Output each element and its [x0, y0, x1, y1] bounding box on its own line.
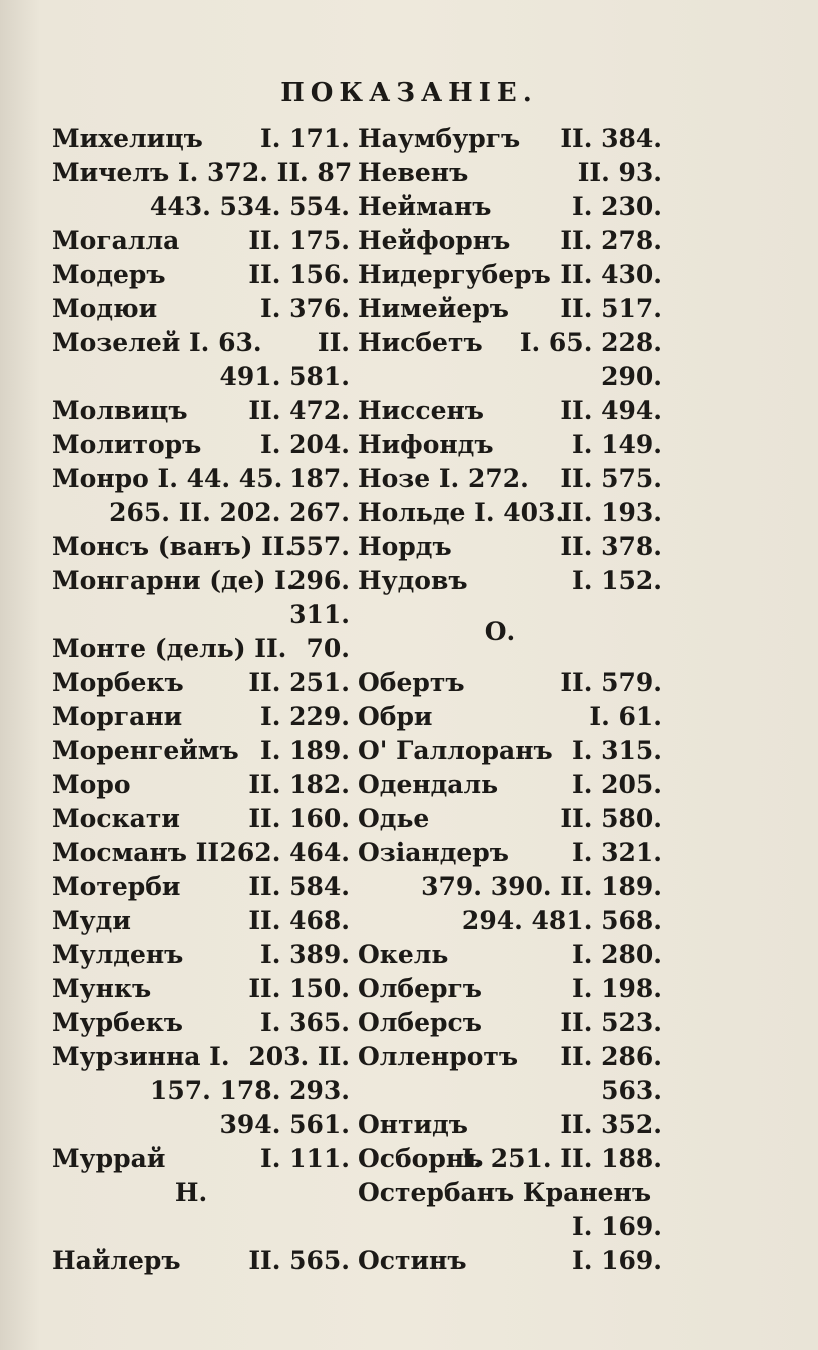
entry-name: Нейманъ — [358, 192, 492, 221]
entry-pages: I. 204. — [260, 430, 350, 459]
entry-name: Муди — [52, 906, 131, 935]
index-entry — [358, 1108, 662, 1142]
index-entry — [52, 1176, 350, 1210]
entry-pages: 265. II. 202. 267. — [109, 498, 350, 527]
entry-pages: II. 494. — [560, 396, 662, 425]
entry-pages: I. 229. — [260, 702, 350, 731]
entry-pages: II. 565. — [248, 1246, 350, 1275]
entry-name: Обертъ — [358, 668, 465, 697]
entry-pages: II. 286. — [560, 1042, 662, 1071]
entry-name: Одендаль — [358, 770, 499, 799]
entry-pages: 294. 481. 568. — [461, 906, 662, 935]
index-entry — [52, 1108, 350, 1142]
index-entry — [358, 1006, 662, 1040]
index-entry — [358, 1176, 662, 1210]
entry-pages: II. 278. — [560, 226, 662, 255]
entry-pages: II. 251. — [248, 668, 350, 697]
entry-pages: I. 315. — [572, 736, 662, 765]
index-entry — [358, 326, 662, 360]
entry-pages: 203. II. — [248, 1042, 350, 1071]
entry-name: Обри — [358, 702, 433, 731]
entry-pages: II. — [317, 328, 350, 357]
index-entry — [52, 190, 350, 224]
index-entry — [52, 700, 350, 734]
entry-pages: 379. 390. II. 189. — [421, 872, 662, 901]
index-entry — [52, 904, 350, 938]
entry-name: Остербанъ Краненъ — [358, 1178, 652, 1207]
index-entry — [358, 564, 662, 598]
index-entry — [358, 632, 662, 666]
entry-pages: I. 111. — [260, 1144, 350, 1173]
entry-name: Монро I. 44. 45. — [52, 464, 283, 493]
page-title: ПОКАЗАНІЕ. — [280, 78, 538, 108]
entry-pages: 157. 178. 293. — [149, 1076, 350, 1105]
entry-name: Наумбургъ — [358, 124, 521, 153]
entry-name: Нифондъ — [358, 430, 494, 459]
entry-name: Нимейеръ — [358, 294, 509, 323]
entry-pages: I. 389. — [260, 940, 350, 969]
entry-name: Олбергъ — [358, 974, 482, 1003]
index-entry — [358, 258, 662, 292]
index-entry — [358, 1142, 662, 1176]
entry-pages: II. 575. — [560, 464, 662, 493]
entry-pages: I. 280. — [572, 940, 662, 969]
index-entry — [52, 1142, 350, 1176]
index-entry — [358, 1074, 662, 1108]
entry-name: Одье — [358, 804, 430, 833]
entry-name: Модеръ — [52, 260, 166, 289]
index-entry — [358, 360, 662, 394]
entry-name: Олленротъ — [358, 1042, 519, 1071]
entry-pages: 262. 464. — [219, 838, 350, 867]
entry-pages: II. 352. — [560, 1110, 662, 1139]
entry-pages: I. 365. — [260, 1008, 350, 1037]
index-entry — [358, 904, 662, 938]
index-entry — [358, 190, 662, 224]
entry-pages: II. 160. — [248, 804, 350, 833]
index-entry — [52, 326, 350, 360]
index-entry — [52, 972, 350, 1006]
index-entry — [52, 870, 350, 904]
index-entry — [358, 292, 662, 326]
entry-pages: 443. 534. 554. — [149, 192, 350, 221]
entry-name: Москати — [52, 804, 180, 833]
index-entry — [358, 666, 662, 700]
entry-pages: I. 152. — [572, 566, 662, 595]
entry-pages: 187. — [289, 464, 350, 493]
index-entry — [358, 870, 662, 904]
index-entry — [52, 564, 350, 598]
entry-name: Моренгеймъ — [52, 736, 239, 765]
entry-pages: I. 169. — [572, 1246, 662, 1275]
entry-name: Осборнъ — [358, 1144, 484, 1173]
entry-pages: I. 321. — [572, 838, 662, 867]
entry-pages: II. 175. — [248, 226, 350, 255]
entry-pages: II. 584. — [248, 872, 350, 901]
index-entry — [52, 496, 350, 530]
entry-name: Остинъ — [358, 1246, 467, 1275]
index-entry — [52, 530, 350, 564]
entry-name: Монсъ (ванъ) II. — [52, 532, 294, 561]
index-entry — [358, 1040, 662, 1074]
entry-name: Нозе I. 272. — [358, 464, 529, 493]
entry-pages: I. 169. — [572, 1212, 662, 1241]
entry-name: Олберсъ — [358, 1008, 482, 1037]
entry-name: Молвицъ — [52, 396, 188, 425]
entry-pages: II. 384. — [560, 124, 662, 153]
index-entry — [358, 122, 662, 156]
index-entry — [358, 156, 662, 190]
entry-name: Окель — [358, 940, 449, 969]
index-entry — [358, 734, 662, 768]
entry-name: Моро — [52, 770, 131, 799]
entry-pages: II. 472. — [248, 396, 350, 425]
index-entry — [52, 122, 350, 156]
entry-name: Озіандеръ — [358, 838, 509, 867]
entry-pages: I. 149. — [572, 430, 662, 459]
index-entry — [358, 428, 662, 462]
index-entry — [358, 768, 662, 802]
index-entry — [52, 394, 350, 428]
index-entry — [52, 768, 350, 802]
index-entry — [358, 462, 662, 496]
index-entry — [358, 530, 662, 564]
entry-pages: 296. — [289, 566, 350, 595]
entry-name: Монгарни (де) I. — [52, 566, 295, 595]
index-entry — [52, 598, 350, 632]
entry-pages: I. 171. — [260, 124, 350, 153]
index-entry — [358, 938, 662, 972]
entry-pages: 557. — [289, 532, 350, 561]
entry-name: Мичелъ I. 372. II. 87 — [52, 158, 353, 187]
entry-name: Модюи — [52, 294, 158, 323]
entry-pages: I. 205. — [572, 770, 662, 799]
index-entry — [358, 394, 662, 428]
entry-pages: I. 189. — [260, 736, 350, 765]
index-entry — [52, 802, 350, 836]
index-column-right — [358, 122, 662, 1278]
index-entry — [52, 836, 350, 870]
entry-pages: II. 193. — [560, 498, 662, 527]
index-entry — [358, 496, 662, 530]
index-entry — [358, 802, 662, 836]
section-heading: О. — [484, 617, 516, 646]
section-heading: Н. — [174, 1178, 208, 1207]
entry-pages: 563. — [601, 1076, 662, 1105]
entry-pages: 311. — [289, 600, 350, 629]
entry-name: Молиторъ — [52, 430, 202, 459]
entry-name: Моргани — [52, 702, 183, 731]
entry-name: Мосманъ II. — [52, 838, 228, 867]
entry-name: Невенъ — [358, 158, 469, 187]
entry-pages: 70. — [306, 634, 350, 663]
index-entry — [52, 1006, 350, 1040]
index-entry — [52, 632, 350, 666]
entry-pages: 394. 561. — [219, 1110, 350, 1139]
entry-pages: II. 150. — [248, 974, 350, 1003]
index-entry — [52, 734, 350, 768]
entry-name: Михелицъ — [52, 124, 203, 153]
entry-pages: 290. — [601, 362, 662, 391]
entry-name: Мотерби — [52, 872, 181, 901]
entry-pages: I. 230. — [572, 192, 662, 221]
entry-name: Могалла — [52, 226, 180, 255]
entry-pages: II. 517. — [560, 294, 662, 323]
entry-pages: II. 93. — [577, 158, 662, 187]
entry-name: Мурзинна I. — [52, 1042, 230, 1071]
entry-name: Онтидъ — [358, 1110, 468, 1139]
entry-name: Мурбекъ — [52, 1008, 183, 1037]
index-entry — [358, 972, 662, 1006]
index-entry — [52, 1244, 350, 1278]
entry-name: Монте (дель) II. — [52, 634, 287, 663]
index-entry — [52, 258, 350, 292]
entry-name: Нудовъ — [358, 566, 468, 595]
entry-pages: I. 251. II. 188. — [461, 1144, 662, 1173]
entry-pages: I. 198. — [572, 974, 662, 1003]
entry-pages: I. 376. — [260, 294, 350, 323]
entry-pages: I. 65. 228. — [519, 328, 662, 357]
index-entry — [52, 360, 350, 394]
index-entry — [52, 1074, 350, 1108]
entry-name: Мулденъ — [52, 940, 184, 969]
entry-name: Найлеръ — [52, 1246, 181, 1275]
entry-name: Мозелей I. 63. — [52, 328, 262, 357]
entry-name: Нольде I. 403. — [358, 498, 565, 527]
entry-pages: II. 156. — [248, 260, 350, 289]
index-entry — [52, 938, 350, 972]
entry-name: Нордъ — [358, 532, 452, 561]
entry-pages: II. 378. — [560, 532, 662, 561]
entry-pages: II. 430. — [560, 260, 662, 289]
entry-pages: II. 580. — [560, 804, 662, 833]
entry-pages: II. 579. — [560, 668, 662, 697]
index-entry — [52, 462, 350, 496]
index-entry — [52, 428, 350, 462]
index-entry — [52, 224, 350, 258]
index-entry — [358, 836, 662, 870]
entry-name: Муррай — [52, 1144, 166, 1173]
entry-name: Нейфорнъ — [358, 226, 511, 255]
index-entry — [52, 666, 350, 700]
index-entry — [52, 1040, 350, 1074]
entry-name: Нисбетъ — [358, 328, 483, 357]
entry-pages: II. 182. — [248, 770, 350, 799]
index-entry — [52, 292, 350, 326]
entry-pages: I. 61. — [589, 702, 662, 731]
index-entry — [358, 1244, 662, 1278]
entry-name: Ниссенъ — [358, 396, 484, 425]
entry-name: О' Галлоранъ — [358, 736, 553, 765]
index-entry — [358, 224, 662, 258]
index-entry — [52, 156, 353, 190]
index-entry — [52, 1210, 350, 1244]
index-column-left — [52, 122, 353, 1278]
entry-pages: 491. 581. — [219, 362, 350, 391]
index-entry — [358, 700, 662, 734]
entry-name: Нидергуберъ — [358, 260, 551, 289]
index-entry — [358, 1210, 662, 1244]
entry-name: Мункъ — [52, 974, 152, 1003]
entry-name: Морбекъ — [52, 668, 184, 697]
entry-pages: II. 523. — [560, 1008, 662, 1037]
entry-pages: II. 468. — [248, 906, 350, 935]
